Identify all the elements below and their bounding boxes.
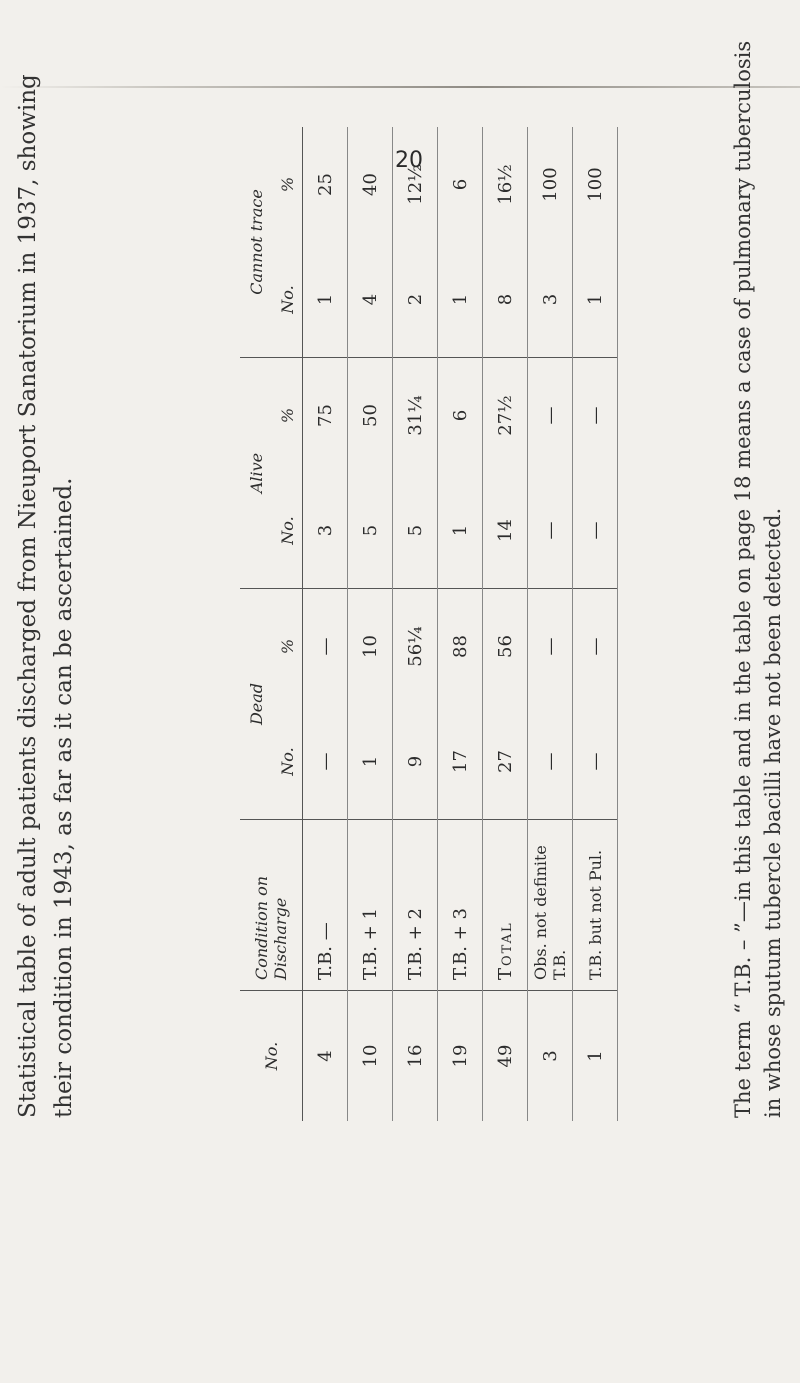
header-cannot-trace: Cannot trace xyxy=(246,189,266,295)
cell-trace-no: 1 xyxy=(438,242,483,358)
table-row xyxy=(348,127,393,1121)
cell-alive-pct: 27½ xyxy=(483,358,528,474)
cell-condition: T.B. — xyxy=(303,820,348,991)
cell-alive-no: 14 xyxy=(483,473,528,589)
header-alive: Alive xyxy=(240,358,272,589)
statistics-table xyxy=(240,127,618,1121)
cell-condition: T.B. + 1 xyxy=(348,820,393,991)
cell-dead-pct: 88 xyxy=(438,589,483,705)
cell-trace-no: 2 xyxy=(393,242,438,358)
table-row-total xyxy=(483,127,528,1121)
cell-dead-no: — xyxy=(528,704,573,820)
cell-trace-no: 1 xyxy=(303,242,348,358)
cell-alive-pct: 50 xyxy=(348,358,393,474)
cell-dead-pct: 56 xyxy=(483,589,528,705)
cell-condition: T.B. + 3 xyxy=(438,820,483,991)
header-dead: Dead xyxy=(240,589,272,820)
cell-trace-pct: 25 xyxy=(303,127,348,242)
cell-alive-pct: — xyxy=(528,358,573,474)
cell-alive-no: 1 xyxy=(438,473,483,589)
table-row xyxy=(438,127,483,1121)
cell-trace-pct: 6 xyxy=(438,127,483,242)
cell-condition: T.B. + 2 xyxy=(393,820,438,991)
page-number: 20 xyxy=(395,148,423,173)
table-row xyxy=(573,127,618,1121)
cell-alive-pct: — xyxy=(573,358,618,474)
cell-condition: Total xyxy=(483,820,528,991)
cell-no: 3 xyxy=(528,991,573,1122)
cell-trace-no: 3 xyxy=(528,242,573,358)
cell-trace-no: 4 xyxy=(348,242,393,358)
cell-alive-pct: 31¼ xyxy=(393,358,438,474)
cell-alive-no: 5 xyxy=(348,473,393,589)
header-condition: Condition on Discharge xyxy=(240,820,303,991)
cell-no: 19 xyxy=(438,991,483,1122)
cell-no: 49 xyxy=(483,991,528,1122)
header-alive-no: No. xyxy=(277,516,297,545)
header-dead-pct: % xyxy=(272,589,303,705)
cell-dead-pct: — xyxy=(573,589,618,705)
cell-condition: Obs. not definite T.B. xyxy=(528,820,573,991)
table-row xyxy=(528,127,573,1121)
cell-trace-no: 8 xyxy=(483,242,528,358)
cell-no: 10 xyxy=(348,991,393,1122)
cell-dead-pct: 56¼ xyxy=(393,589,438,705)
header-trace-no: No. xyxy=(277,285,297,314)
cell-dead-no: — xyxy=(303,704,348,820)
cell-alive-pct: 75 xyxy=(303,358,348,474)
cell-condition: T.B. but not Pul. xyxy=(573,820,618,991)
cell-dead-pct: 10 xyxy=(348,589,393,705)
cell-alive-pct: 6 xyxy=(438,358,483,474)
cell-trace-no: 1 xyxy=(573,242,618,358)
cell-dead-no: 17 xyxy=(438,704,483,820)
cell-trace-pct: 12½ xyxy=(393,127,438,242)
cell-dead-pct: — xyxy=(528,589,573,705)
table-caption: Statistical table of adult patients discharged from Nieuport Sanatorium in 1937, showing their condition in 1943, as far as it can be ascertained. xyxy=(15,74,77,1118)
cell-dead-no: — xyxy=(573,704,618,820)
cell-trace-pct: 100 xyxy=(528,127,573,242)
cell-alive-no: — xyxy=(528,473,573,589)
table-row xyxy=(393,127,438,1121)
cell-no: 16 xyxy=(393,991,438,1122)
table-row xyxy=(303,127,348,1121)
cell-trace-pct: 100 xyxy=(573,127,618,242)
cell-no: 4 xyxy=(303,991,348,1122)
cell-dead-no: 1 xyxy=(348,704,393,820)
cell-alive-no: — xyxy=(573,473,618,589)
header-dead-no: No. xyxy=(277,747,297,776)
cell-trace-pct: 40 xyxy=(348,127,393,242)
cell-alive-no: 5 xyxy=(393,473,438,589)
cell-trace-pct: 16½ xyxy=(483,127,528,242)
cell-dead-no: 27 xyxy=(483,704,528,820)
cell-no: 1 xyxy=(573,991,618,1122)
cell-dead-pct: — xyxy=(303,589,348,705)
header-trace-pct: % xyxy=(277,176,297,193)
header-alive-pct: % xyxy=(272,358,303,474)
header-no: No. xyxy=(240,991,303,1122)
cell-dead-no: 9 xyxy=(393,704,438,820)
cell-alive-no: 3 xyxy=(303,473,348,589)
footnote: The term “ T.B. – ”—in this table and in the table on page 18 means a case of pulmonary tuberculosis in whose sputum tubercle bacilli have not been detected. xyxy=(731,40,785,1118)
